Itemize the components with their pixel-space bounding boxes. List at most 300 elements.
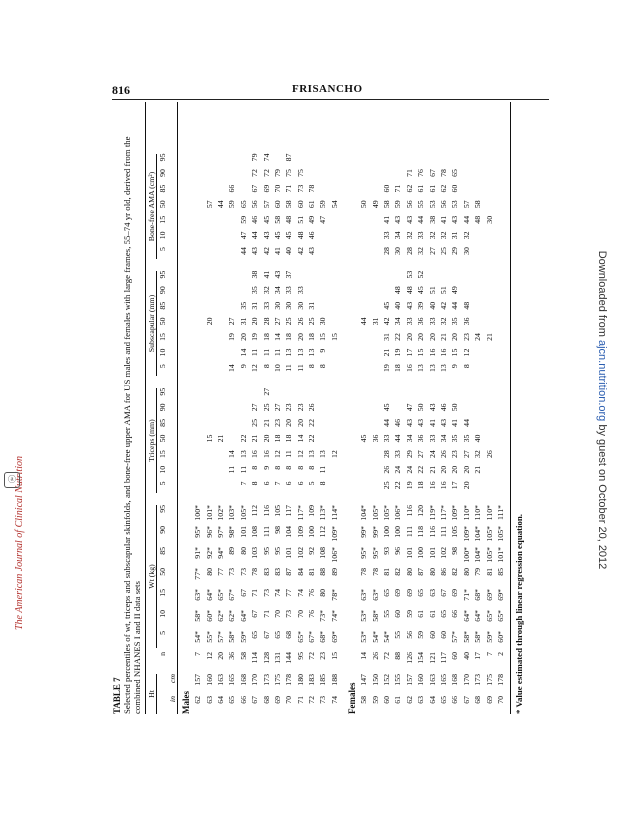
section-females: Females: [347, 682, 358, 714]
triceps-cell: 24: [393, 465, 403, 474]
wt-cell: 95: [272, 547, 282, 555]
journal-logo-icon: ⓐ: [4, 472, 20, 488]
wt-cell: 79: [473, 568, 483, 576]
subscap-cell: 14: [227, 364, 237, 373]
triceps-cell: 20: [461, 481, 471, 490]
wt-cell: 80: [461, 568, 471, 576]
ht-in: 72: [307, 696, 317, 704]
triceps-cell: 34: [404, 434, 414, 443]
subscap-cell: 20: [450, 333, 460, 341]
triceps-cell: 36: [370, 434, 380, 443]
subscap-cell: 20: [204, 317, 214, 326]
ama-cell: 74: [261, 153, 271, 162]
triceps-cell: 36: [416, 434, 426, 443]
ama-cell: 53: [427, 200, 437, 209]
ama-cell: 57: [461, 200, 471, 209]
wt-cell: 114*: [329, 505, 339, 521]
triceps-cell: 14: [227, 450, 237, 459]
wt-cell: 112: [250, 505, 260, 517]
wt-cell: 67: [261, 631, 271, 639]
ama-cell: 28: [404, 247, 414, 255]
males-row: [203, 102, 214, 714]
ht-cm: 150: [370, 674, 380, 686]
section-males: Males: [181, 691, 191, 714]
wt-cell: 81: [307, 568, 317, 576]
wt-cell: 60: [393, 610, 403, 618]
ht-cm: 175: [484, 674, 494, 686]
ama-cell: 44: [250, 231, 260, 240]
wt-cell: 55: [382, 610, 392, 618]
ht-in: 66: [450, 696, 460, 704]
ama-cell: 73: [295, 184, 305, 193]
wt-cell: 109: [307, 505, 317, 517]
wt-cell: 89: [329, 568, 339, 576]
ht-cm: 165: [227, 674, 237, 686]
triceps-cell: 6: [284, 481, 294, 486]
ama-cell: 60: [450, 184, 460, 193]
wt-cell: 58*: [370, 610, 380, 622]
wt-cell: 80: [404, 568, 414, 576]
females-row: [461, 102, 472, 714]
ama-cell: 53: [450, 200, 460, 209]
subscap-cell: 32: [261, 286, 271, 295]
triceps-cell: 6: [261, 481, 271, 486]
wt-cell: 98*: [227, 526, 237, 538]
table-stage: [112, 102, 549, 714]
ht-cm: 157: [193, 674, 203, 686]
wt-cell: 76: [307, 589, 317, 597]
subscap-cell: 48: [393, 286, 403, 295]
col-ama-p15: 15: [157, 215, 167, 224]
wt-cell: 100: [393, 526, 403, 538]
wt-cell: 105*: [370, 505, 380, 521]
wt-cell: 65: [382, 589, 392, 597]
wt-cell: 58*: [461, 631, 471, 643]
subscap-cell: 34: [272, 286, 282, 295]
col-ama-p5: 5: [157, 247, 167, 251]
sample-n: 14: [359, 652, 369, 660]
subscap-cell: 31: [370, 317, 380, 326]
ama-cell: 33: [416, 231, 426, 240]
wt-cell: 80: [204, 568, 214, 576]
height-unit-row: [167, 102, 177, 714]
ama-cell: 58: [284, 200, 294, 209]
col-triceps-p5: 5: [157, 481, 167, 486]
table-label: TABLE 7: [112, 677, 122, 714]
ht-cm: 170: [250, 674, 260, 686]
triceps-cell: 22: [307, 434, 317, 443]
subscap-cell: 20: [427, 333, 437, 341]
wt-cell: 60*: [204, 610, 214, 622]
ama-cell: 45: [284, 231, 294, 240]
sample-n: 17: [473, 652, 483, 660]
ama-cell: 71: [404, 169, 414, 177]
wt-cell: 64*: [473, 610, 483, 622]
subscap-cell: 25: [284, 317, 294, 326]
subscap-cell: 27: [227, 317, 237, 326]
subscap-cell: 51: [439, 286, 448, 295]
unit-cm: cm: [167, 674, 177, 684]
males-row: [192, 102, 203, 714]
ht-cm: 163: [427, 674, 437, 686]
ama-cell: 78: [307, 184, 317, 193]
wt-cell: 61: [416, 610, 426, 618]
subscap-cell: 18: [284, 333, 294, 341]
wt-cell: 101: [238, 526, 248, 538]
subscap-cell: 14: [272, 333, 282, 341]
download-suffix: by guest on October 20, 2012: [596, 421, 608, 570]
ht-cm: 188: [329, 674, 339, 686]
wt-cell: 80: [427, 568, 437, 576]
subscap-cell: 13: [416, 364, 426, 373]
triceps-cell: 26: [382, 465, 392, 474]
triceps-cell: 46: [393, 419, 403, 427]
females-row: [381, 102, 392, 714]
sample-n: 12: [204, 652, 214, 660]
wt-cell: 67: [250, 610, 260, 618]
triceps-cell: 18: [272, 434, 282, 443]
triceps-cell: 12: [329, 450, 339, 459]
ama-cell: 50: [359, 200, 369, 209]
subscap-cell: 13: [307, 348, 317, 357]
triceps-cell: 27: [272, 403, 282, 412]
wt-cell: 106*: [329, 547, 339, 563]
ht-cm: 173: [261, 674, 271, 686]
wt-cell: 78: [359, 568, 369, 576]
subscap-cell: 34: [393, 317, 403, 326]
wt-cell: 110*: [461, 505, 471, 521]
triceps-cell: 27: [250, 403, 260, 412]
males-row: [260, 102, 271, 714]
triceps-cell: 20: [439, 465, 448, 474]
col-wt-p90: 90: [157, 526, 167, 534]
subscap-cell: 31: [382, 333, 392, 341]
ht-in: 69: [484, 696, 494, 704]
ama-cell: 60: [295, 200, 305, 209]
ama-cell: 67: [250, 184, 260, 193]
ama-cell: 29: [450, 247, 460, 255]
wt-cell: 78*: [329, 589, 339, 601]
journal-title-vertical: [2, 300, 28, 630]
subscap-cell: 38: [250, 270, 260, 279]
triceps-cell: 41: [427, 419, 437, 427]
col-triceps-p85: 85: [157, 419, 167, 427]
ama-cell: 71: [393, 184, 403, 193]
subscap-cell: 8: [261, 364, 271, 369]
subscap-cell: 33: [284, 286, 294, 295]
triceps-cell: 41: [450, 419, 460, 427]
ama-cell: 47: [238, 231, 248, 240]
subscap-cell: 11: [295, 364, 305, 372]
ama-cell: 43: [261, 231, 271, 240]
ama-cell: 70: [272, 184, 282, 193]
ama-cell: 75: [284, 169, 294, 177]
triceps-cell: 28: [382, 450, 392, 459]
subscap-cell: 20: [295, 333, 305, 341]
ama-cell: 66: [227, 184, 237, 193]
wt-cell: 54*: [382, 631, 392, 643]
ama-cell: 41: [439, 215, 448, 224]
ama-cell: 59: [238, 215, 248, 224]
triceps-cell: 27: [416, 450, 426, 459]
wt-cell: 55: [393, 631, 403, 639]
wt-cell: 105*: [495, 526, 505, 542]
ama-cell: 60: [382, 184, 392, 193]
wt-cell: 88: [318, 568, 328, 576]
table-footnote: * Value estimated through linear regression equation.: [510, 102, 524, 714]
ama-cell: 71: [284, 184, 294, 193]
subscap-cell: 52: [416, 270, 426, 279]
wt-cell: 71: [261, 610, 271, 618]
sample-n: 40: [461, 652, 471, 660]
subscap-cell: 30: [284, 301, 294, 310]
ht-in: 61: [393, 696, 403, 704]
males-row: [215, 102, 226, 714]
triceps-cell: 45: [359, 434, 369, 443]
triceps-cell: 20: [295, 419, 305, 427]
wt-cell: 53*: [359, 610, 369, 622]
subscap-cell: 43: [272, 270, 282, 279]
col-ama-p10: 10: [157, 231, 167, 240]
triceps-cell: 27: [261, 387, 271, 396]
ht-cm: 180: [295, 674, 305, 686]
males-row: [249, 102, 260, 714]
wt-cell: 81: [382, 568, 392, 576]
subscap-cell: 33: [427, 317, 437, 326]
ama-cell: 32: [416, 247, 426, 255]
subscap-cell: 11: [250, 348, 260, 357]
wt-cell: 92*: [204, 547, 214, 559]
sample-n: 128: [261, 652, 271, 664]
triceps-cell: 18: [416, 481, 426, 490]
sample-n: 131: [272, 652, 282, 664]
wt-cell: 83: [261, 568, 271, 576]
ama-cell: 41: [272, 247, 282, 255]
subscap-cell: 28: [261, 317, 271, 326]
wt-cell: 120: [416, 505, 426, 517]
group-ama: Bone-free AMA (cm²): [147, 154, 157, 259]
subscap-cell: 35: [450, 317, 460, 326]
males-row: [238, 102, 249, 714]
wt-cell: 67*: [227, 589, 237, 601]
ama-cell: 30: [461, 247, 471, 255]
triceps-cell: 6: [295, 481, 305, 486]
subscap-cell: 35: [250, 286, 260, 295]
subscap-cell: 21: [382, 348, 392, 357]
wt-cell: 73: [227, 568, 237, 576]
ht-in: 66: [238, 696, 248, 704]
ht-cm: 175: [272, 674, 282, 686]
subscap-cell: 18: [261, 333, 271, 341]
triceps-cell: 40: [473, 434, 483, 443]
wt-cell: 54*: [193, 631, 203, 643]
wt-cell: 104: [284, 526, 294, 538]
wt-cell: 104*: [473, 547, 483, 563]
wt-cell: 65*: [495, 610, 505, 622]
females-body: [358, 102, 506, 714]
triceps-cell: 17: [450, 481, 460, 490]
triceps-cell: 7: [272, 481, 282, 486]
ht-in: 60: [382, 696, 392, 704]
wt-cell: 68*: [473, 589, 483, 601]
triceps-cell: 8: [307, 465, 317, 470]
subscap-cell: 13: [284, 348, 294, 357]
subscap-cell: 14: [238, 348, 248, 357]
subscap-cell: 8: [307, 364, 317, 369]
triceps-cell: 33: [427, 434, 437, 443]
ama-cell: 65: [238, 200, 248, 209]
triceps-cell: 8: [250, 481, 260, 486]
sample-n: 95: [295, 652, 305, 660]
wt-cell: 86: [439, 568, 448, 576]
ama-cell: 75: [295, 169, 305, 177]
subscap-cell: 22: [393, 333, 403, 341]
triceps-cell: 8: [295, 465, 305, 470]
females-row: [449, 102, 460, 714]
col-subscap-p5: 5: [157, 364, 167, 369]
group-ht: Ht: [147, 674, 157, 714]
triceps-cell: 22: [393, 481, 403, 490]
wt-cell: 96*: [204, 526, 214, 538]
ht-cm: 178: [495, 674, 505, 686]
subscap-cell: 16: [427, 348, 437, 357]
wt-cell: 65*: [484, 610, 494, 622]
page-number: 816: [112, 83, 130, 97]
ht-cm: 165: [439, 674, 448, 686]
triceps-cell: 33: [393, 450, 403, 459]
ama-cell: 43: [250, 247, 260, 255]
subscap-cell: 11: [272, 348, 282, 357]
males-row: [272, 102, 283, 714]
wt-cell: 62*: [227, 610, 237, 622]
wt-cell: 83: [272, 568, 282, 576]
subscap-cell: 40: [427, 301, 437, 310]
ama-cell: 30: [484, 215, 494, 224]
wt-cell: 69*: [484, 589, 494, 601]
triceps-cell: 21: [250, 434, 260, 443]
wt-cell: 78: [250, 568, 260, 576]
triceps-cell: 45: [382, 403, 392, 412]
download-link[interactable]: ajcn.nutrition.org: [596, 339, 608, 422]
wt-cell: 74: [272, 589, 282, 597]
wt-cell: 95*: [370, 547, 380, 559]
wt-cell: 87: [284, 568, 294, 576]
running-head: FRISANCHO: [292, 83, 363, 95]
triceps-cell: 19: [404, 481, 414, 490]
ama-cell: 44: [416, 215, 426, 224]
ama-cell: 42: [261, 247, 271, 255]
sample-n: 36: [227, 652, 237, 660]
wt-cell: 54*: [370, 631, 380, 643]
wt-cell: 64*: [204, 589, 214, 601]
wt-cell: 100: [307, 526, 317, 538]
wt-cell: 62*: [215, 610, 225, 622]
females-row: [472, 102, 483, 714]
subscap-cell: 48: [461, 301, 471, 310]
wt-cell: 119*: [427, 505, 437, 521]
ht-in: 58: [359, 696, 369, 704]
ama-cell: 48: [284, 215, 294, 224]
triceps-cell: 35: [461, 434, 471, 443]
unit-in: in: [167, 696, 177, 703]
wt-cell: 68: [284, 631, 294, 639]
ama-cell: 76: [416, 169, 426, 177]
triceps-cell: 26: [439, 450, 448, 459]
ht-in: 68: [473, 696, 483, 704]
table-head-rule: [177, 102, 178, 714]
wt-cell: 117*: [295, 505, 305, 521]
wt-cell: 98: [272, 526, 282, 534]
ama-cell: 58: [272, 215, 282, 224]
col-n: n: [157, 652, 167, 656]
col-wt-p15: 15: [157, 589, 167, 597]
col-wt-p95: 95: [157, 505, 167, 513]
ht-cm: 185: [318, 674, 328, 686]
ht-in: 65: [439, 696, 448, 704]
wt-cell: 58*: [227, 631, 237, 643]
triceps-cell: 23: [295, 403, 305, 412]
wt-cell: 57*: [450, 631, 460, 643]
header-rule: [112, 99, 549, 100]
wt-cell: 59: [404, 610, 414, 618]
ht-cm: 163: [215, 674, 225, 686]
wt-cell: 103: [250, 547, 260, 559]
download-prefix: Downloaded from: [596, 250, 608, 340]
triceps-cell: 21: [261, 419, 271, 427]
wt-cell: 60: [427, 631, 437, 639]
wt-cell: 95: [261, 547, 271, 555]
wt-cell: 105*: [238, 505, 248, 521]
subscap-cell: 15: [329, 333, 339, 341]
wt-cell: 101: [427, 547, 437, 559]
triceps-cell: 43: [427, 403, 437, 412]
ht-cm: 168: [238, 674, 248, 686]
ht-cm: 152: [382, 674, 392, 686]
wt-cell: 63: [427, 589, 437, 597]
wt-cell: 104*: [359, 505, 369, 521]
col-triceps-p50: 50: [157, 434, 167, 443]
wt-cell: 65*: [215, 589, 225, 601]
subscap-cell: 51: [427, 286, 437, 295]
triceps-cell: 44: [393, 434, 403, 443]
wt-cell: 116: [404, 505, 414, 517]
subscap-cell: 53: [404, 270, 414, 279]
ama-cell: 43: [404, 215, 414, 224]
wt-cell: 70: [295, 610, 305, 618]
col-subscap-p85: 85: [157, 301, 167, 310]
subscap-cell: 9: [318, 348, 328, 353]
subscap-cell: 15: [416, 348, 426, 357]
ama-cell: 40: [284, 247, 294, 255]
wt-cell: 77: [215, 568, 225, 576]
subscap-cell: 20: [238, 333, 248, 341]
males-row: [329, 102, 340, 714]
wt-cell: 74: [295, 589, 305, 597]
triceps-cell: 8: [272, 465, 282, 470]
wt-cell: 58*: [193, 610, 203, 622]
ama-cell: 41: [382, 215, 392, 224]
wt-cell: 61: [427, 610, 437, 618]
wt-cell: 73: [284, 610, 294, 618]
wt-cell: 101: [404, 547, 414, 559]
wt-cell: 78: [370, 568, 380, 576]
wt-cell: 69*: [495, 589, 505, 601]
ama-cell: 54: [329, 200, 339, 209]
females-row: [495, 102, 506, 714]
triceps-cell: 8: [250, 465, 260, 470]
triceps-cell: 46: [439, 403, 448, 412]
ama-cell: 58: [473, 200, 483, 209]
